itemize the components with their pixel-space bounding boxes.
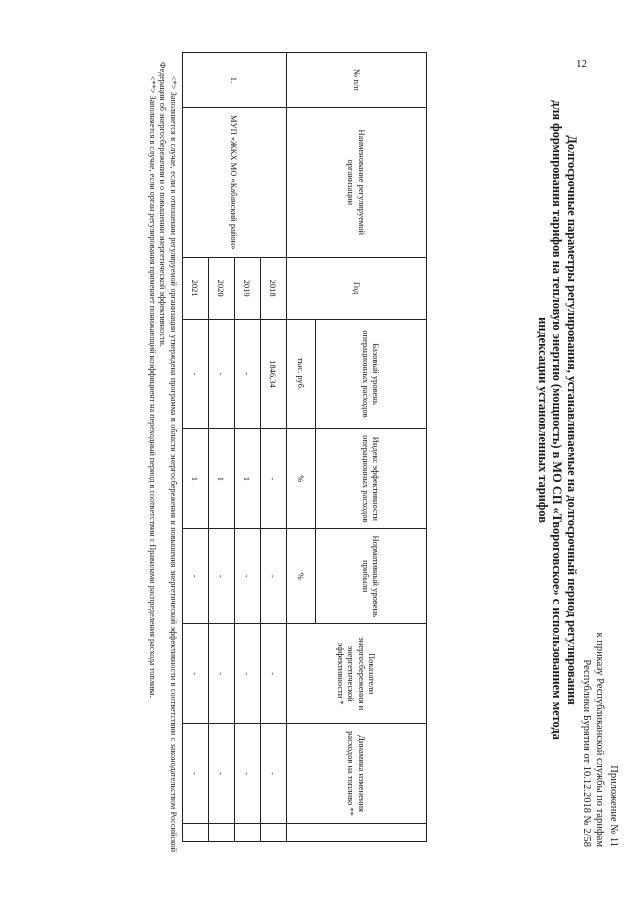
footnote-energy: <*> Заполняется в случае, если в отношении регулируемой организации утверждена программа в области энергосбережения и повышения энергетической эффективности в соответствии с законодательством Российской Федерации об энергосбережении и о повышении энергетической эффективности. bbox=[158, 62, 178, 852]
title-line-1: Долгосрочные параметры регулирования, устанавливаемые на долгосрочный период регулирования bbox=[565, 135, 579, 705]
appendix-order-ref: к приказу Республиканской службы по тарифам bbox=[594, 632, 606, 847]
cell-fuel: - bbox=[209, 724, 235, 824]
unit-base: тыс. руб. bbox=[287, 319, 316, 429]
cell-fuel: - bbox=[261, 724, 287, 824]
cell-extra bbox=[261, 823, 287, 841]
col-header-org: Наименование регулируемой организации bbox=[287, 107, 427, 257]
cell-index: - bbox=[261, 429, 287, 529]
col-header-profit: Нормативный уровень прибыли bbox=[316, 529, 427, 624]
cell-energy: - bbox=[235, 624, 261, 724]
col-header-energy: Показатели энергосбережения и энергетической эффективности * bbox=[287, 624, 427, 724]
cell-year: 2020 bbox=[209, 257, 235, 319]
title-line-2: для формирования тарифов на тепловую энергию (мощность) в МО СП «Твороговское» с использованием метода bbox=[550, 100, 565, 740]
cell-fuel: - bbox=[235, 724, 261, 824]
cell-energy: - bbox=[261, 624, 287, 724]
footnotes bbox=[147, 62, 179, 852]
col-header-year: Год bbox=[287, 257, 427, 319]
document-title bbox=[536, 100, 580, 740]
cell-index: 1 bbox=[183, 429, 209, 529]
col-header-index: Индекс эффективности операционных расходов bbox=[316, 429, 427, 529]
appendix-header bbox=[580, 632, 621, 847]
cell-base: - bbox=[209, 319, 235, 429]
appendix-number: Приложение № 11 bbox=[608, 765, 619, 847]
col-header-base: Базовый уровень операционных расходов bbox=[316, 319, 427, 429]
cell-profit: - bbox=[235, 529, 261, 624]
cell-base: 1846,34 bbox=[261, 319, 287, 429]
cell-base: - bbox=[235, 319, 261, 429]
appendix-order-date: Республики Бурятия от 10.12.2018 № 2/58 bbox=[581, 659, 592, 847]
cell-profit: - bbox=[261, 529, 287, 624]
cell-fuel: - bbox=[183, 724, 209, 824]
cell-energy: - bbox=[183, 624, 209, 724]
cell-year: 2018 bbox=[261, 257, 287, 319]
cell-year: 2021 bbox=[183, 257, 209, 319]
unit-profit: % bbox=[287, 529, 316, 624]
page-number: 12 bbox=[576, 58, 587, 70]
col-header-extra bbox=[287, 823, 427, 841]
table-row bbox=[261, 53, 287, 842]
cell-extra bbox=[209, 823, 235, 841]
cell-index: 1 bbox=[235, 429, 261, 529]
parameters-table bbox=[182, 52, 427, 842]
footnote-fuel: <**> Заполняется в случае, если орган регулирования применяет понижающий коэффициент на переходный период в соответствии с Правилами распределения расхода топлива. bbox=[148, 76, 157, 698]
table-header-row bbox=[316, 53, 427, 842]
org-number: 1. bbox=[183, 53, 287, 108]
org-name: МУП «ЖКХ МО «Кабанский район» bbox=[183, 107, 287, 257]
cell-year: 2019 bbox=[235, 257, 261, 319]
cell-profit: - bbox=[183, 529, 209, 624]
cell-extra bbox=[183, 823, 209, 841]
cell-extra bbox=[235, 823, 261, 841]
col-header-number: № п/п bbox=[287, 53, 427, 108]
title-line-3: индексации установленных тарифов bbox=[536, 317, 550, 523]
cell-base: - bbox=[183, 319, 209, 429]
cell-index: 1 bbox=[209, 429, 235, 529]
cell-profit: - bbox=[209, 529, 235, 624]
unit-index: % bbox=[287, 429, 316, 529]
cell-energy: - bbox=[209, 624, 235, 724]
col-header-fuel: Динамика изменения расходов на топливо ** bbox=[287, 724, 427, 824]
